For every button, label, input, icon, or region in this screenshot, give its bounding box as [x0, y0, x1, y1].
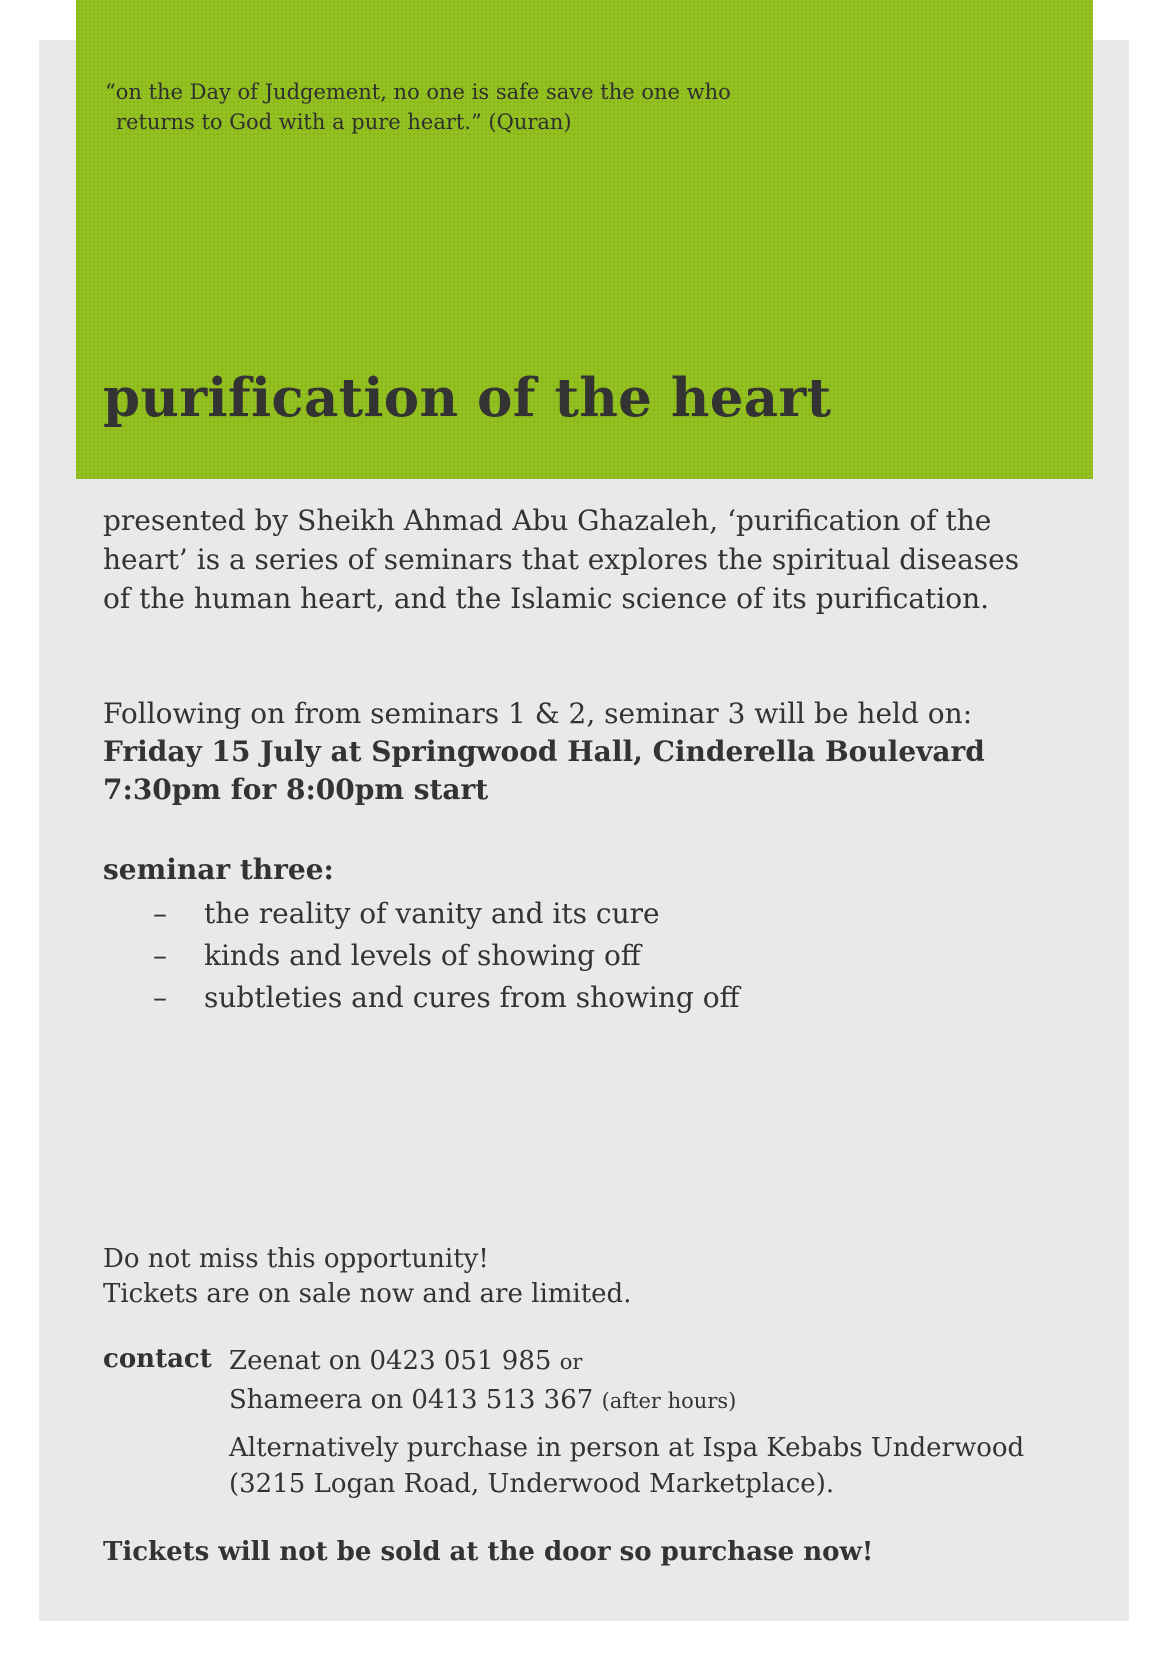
topic-list	[103, 893, 740, 1019]
contact-label: contact	[103, 1344, 212, 1374]
purchase-location-line-1: Alternatively purchase in person at Ispa Kebabs Underwood	[229, 1433, 1025, 1463]
dash-bullet: –	[153, 939, 167, 972]
contact-person-2-text: Shameera on 0413 513 367	[229, 1385, 594, 1415]
list-item	[103, 893, 740, 935]
dash-bullet: –	[153, 981, 167, 1014]
dash-bullet: –	[153, 897, 167, 930]
contact-person-1-text: Zeenat on 0423 051 985	[229, 1346, 552, 1376]
event-lead: Following on from seminars 1 & 2, seminar 3 will be held on:	[103, 697, 973, 730]
purchase-location	[229, 1430, 1109, 1502]
topic-text: subtleties and cures from showing off	[204, 981, 740, 1014]
list-item	[103, 935, 740, 977]
final-notice: Tickets will not be sold at the door so purchase now!	[103, 1537, 874, 1567]
quran-quote	[105, 77, 825, 137]
header-banner	[76, 0, 1093, 479]
intro-line-3: of the human heart, and the Islamic science of its purification.	[103, 582, 990, 615]
event-details	[103, 695, 1103, 809]
seminar-heading: seminar three:	[103, 853, 334, 886]
contact-person-2	[229, 1381, 1109, 1420]
contact-person-1	[229, 1342, 1109, 1381]
cta-line-2: Tickets are on sale now and are limited.	[103, 1279, 632, 1309]
quote-line-2: returns to God with a pure heart.” (Quran)	[116, 110, 572, 134]
cta-line-1: Do not miss this opportunity!	[103, 1244, 489, 1274]
page-title: purification of the heart	[103, 367, 832, 429]
contact-person-2-suffix: (after hours)	[601, 1389, 737, 1413]
quote-line-1: “on the Day of Judgement, no one is safe save the one who	[105, 80, 731, 104]
purchase-location-line-2: (3215 Logan Road, Underwood Marketplace).	[229, 1469, 835, 1499]
topic-text: the reality of vanity and its cure	[204, 897, 660, 930]
intro-line-1: presented by Sheikh Ahmad Abu Ghazaleh, ‘purification of the	[103, 504, 992, 537]
event-venue: Friday 15 July at Springwood Hall, Cinderella Boulevard	[103, 735, 985, 768]
event-time: 7:30pm for 8:00pm start	[103, 773, 489, 806]
contact-person-1-suffix: or	[559, 1350, 583, 1374]
topic-text: kinds and levels of showing off	[204, 939, 641, 972]
call-to-action	[103, 1242, 631, 1312]
list-item	[103, 977, 740, 1019]
intro-line-2: heart’ is a series of seminars that explores the spiritual diseases	[103, 543, 1020, 576]
contact-details	[229, 1342, 1109, 1502]
intro-paragraph	[103, 501, 1103, 618]
